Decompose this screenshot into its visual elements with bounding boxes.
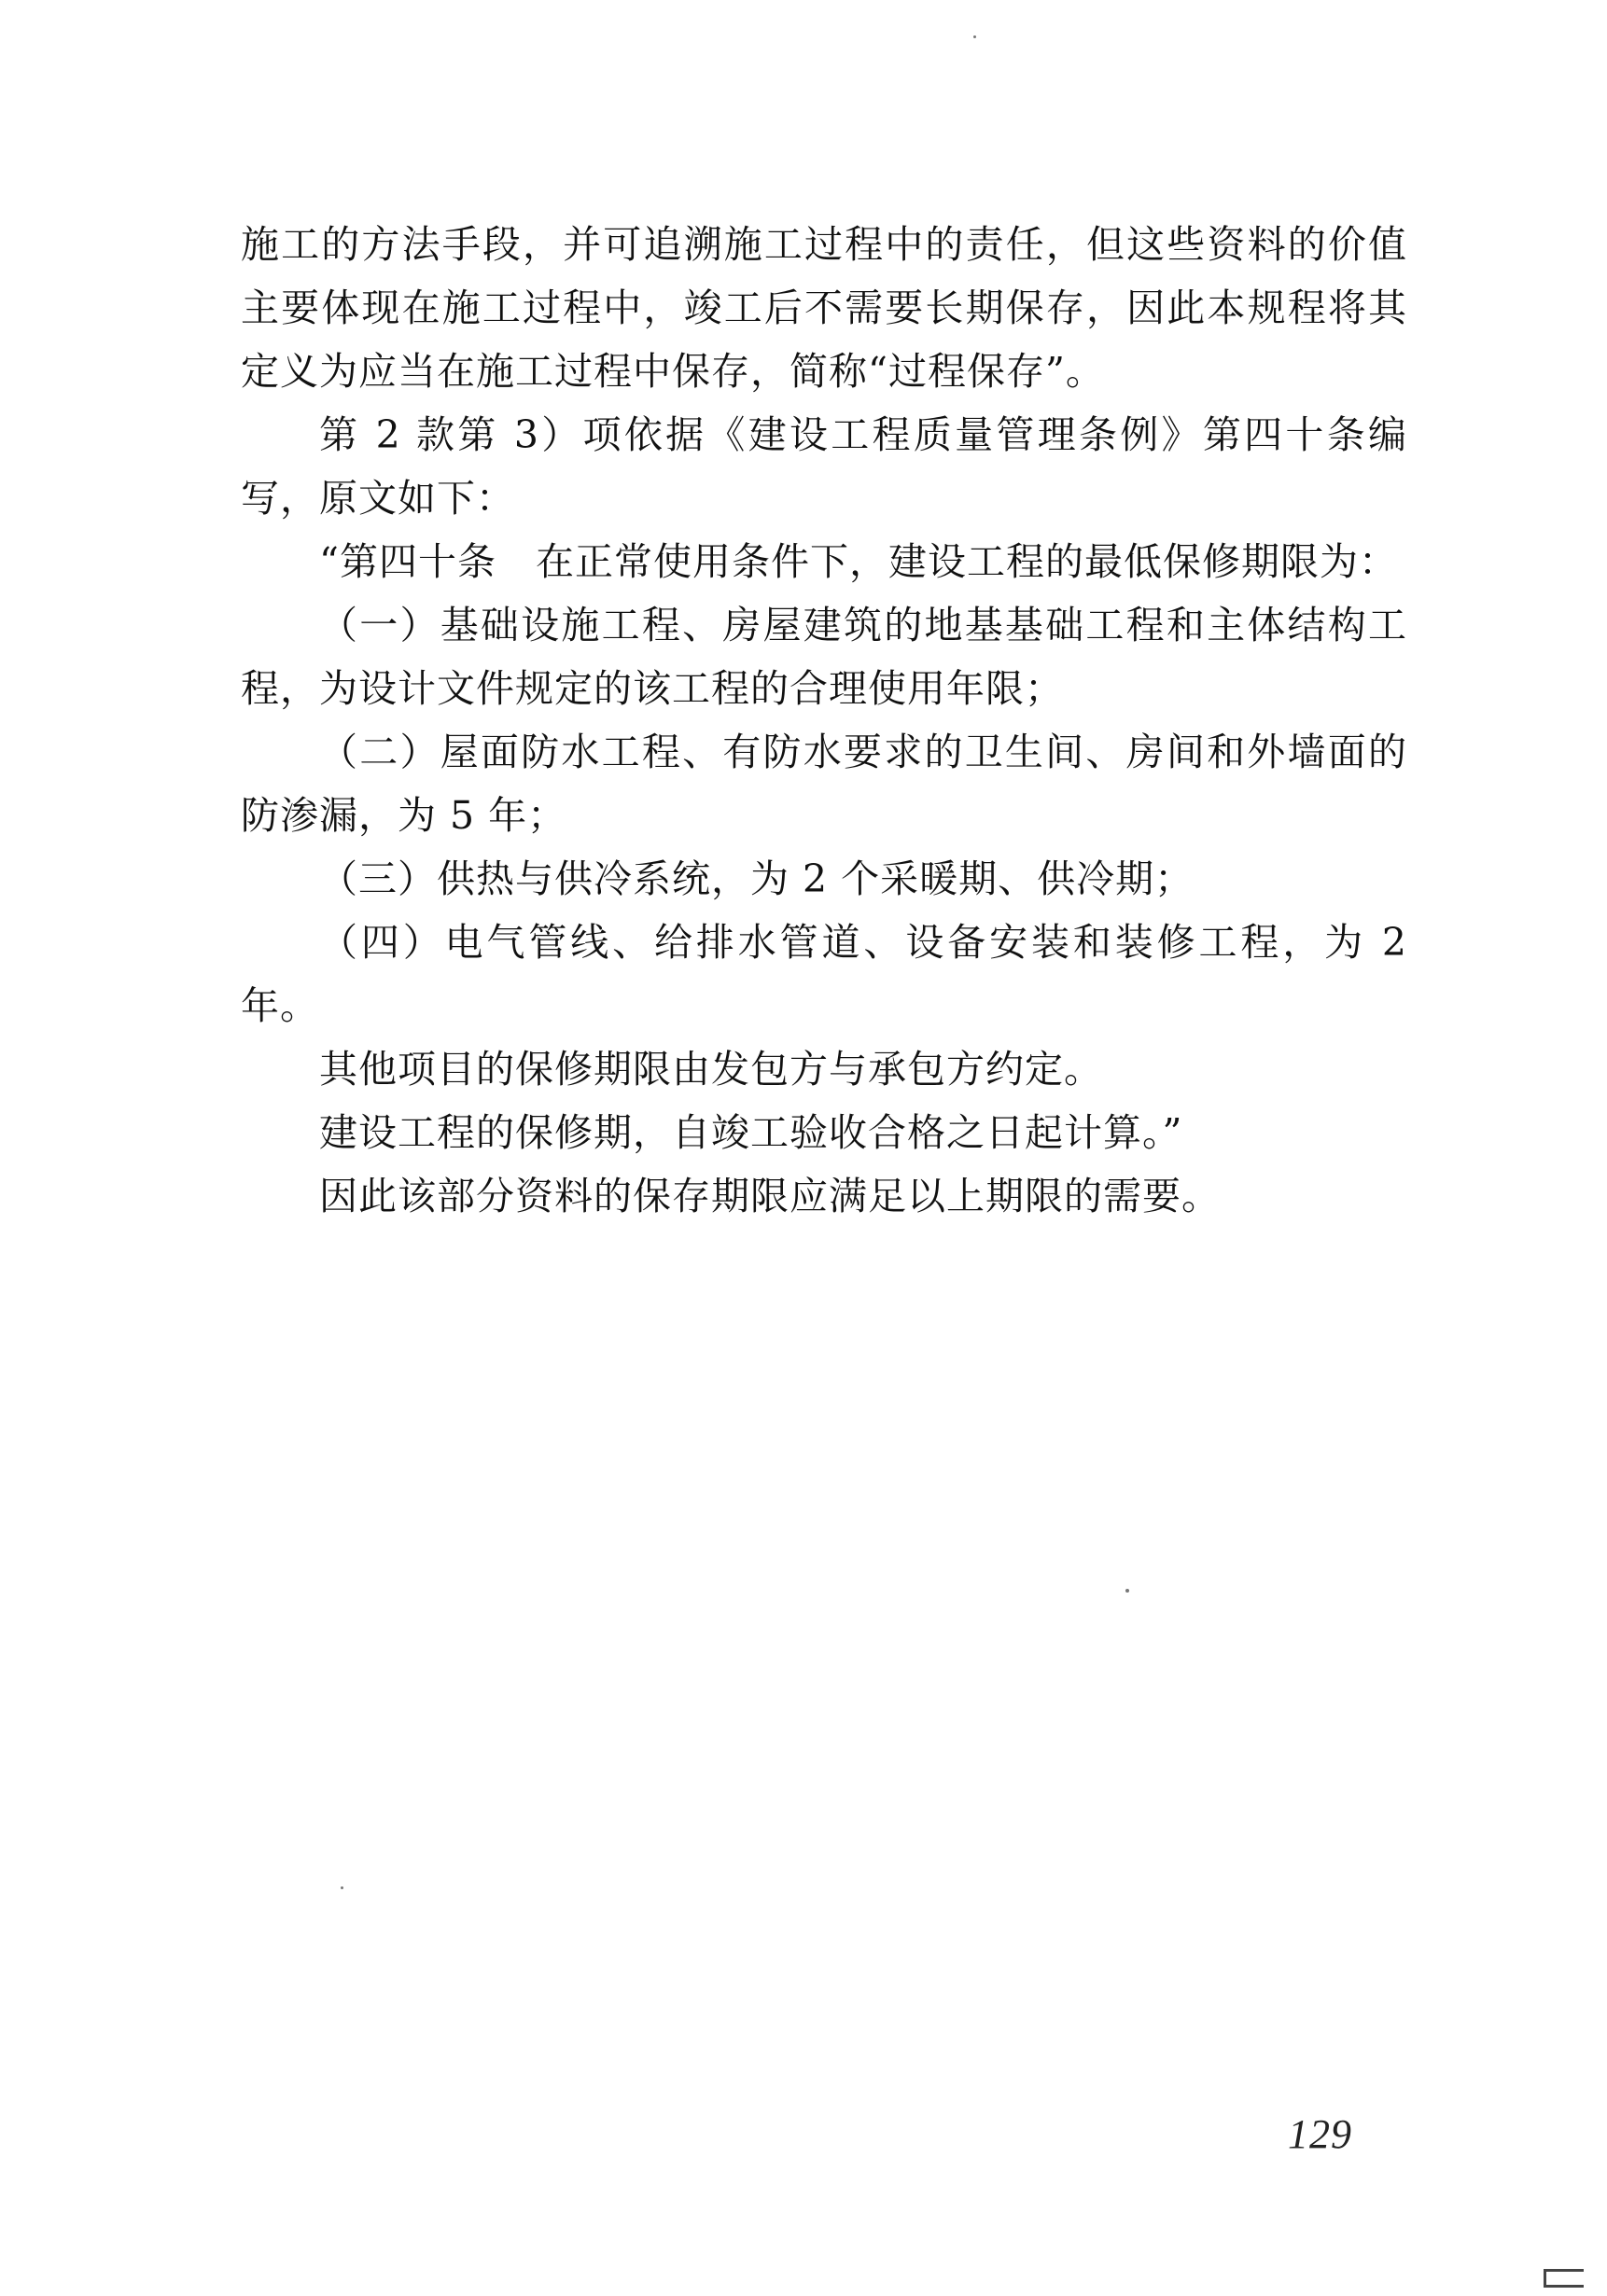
paragraph-other-items: 其他项目的保修期限由发包方与承包方约定。 <box>319 1047 1103 1092</box>
paragraph-item-4: （四）电气管线、给排水管道、设备安装和装修工程，为 2 年。 <box>241 920 1407 1028</box>
paragraph-item-1: （一）基础设施工程、房屋建筑的地基基础工程和主体结构工程，为设计文件规定的该工程的合理使用年限； <box>241 603 1407 711</box>
body-text <box>241 213 1407 1228</box>
paragraph-warranty-start: 建设工程的保修期，自竣工验收合格之日起计算。” <box>319 1110 1183 1155</box>
paragraph-item-3: （三）供热与供冷系统，为 2 个采暖期、供冷期； <box>319 856 1195 901</box>
scan-speck <box>341 1886 343 1889</box>
scan-speck <box>973 35 976 38</box>
paragraph-basis: 第 2 款第 3）项依据《建设工程质量管理条例》第四十条编写，原文如下： <box>241 412 1407 521</box>
scan-speck <box>1125 1589 1129 1593</box>
paragraph-item-2: （二）屋面防水工程、有防水要求的卫生间、房间和外墙面的防渗漏，为 5 年； <box>241 730 1407 838</box>
corner-scan-mark <box>1544 2269 1584 2288</box>
paragraph-conclusion: 因此该部分资料的保存期限应满足以上期限的需要。 <box>319 1174 1221 1218</box>
paragraph-article-40: “第四十条 在正常使用条件下，建设工程的最低保修期限为： <box>319 539 1398 584</box>
paragraph-continuation: 施工的方法手段，并可追溯施工过程中的责任，但这些资料的价值主要体现在施工过程中，竣工后不需要长期保存，因此本规程将其定义为应当在施工过程中保存，简称“过程保存”。 <box>241 222 1407 394</box>
page-number: 129 <box>1288 2111 1352 2157</box>
